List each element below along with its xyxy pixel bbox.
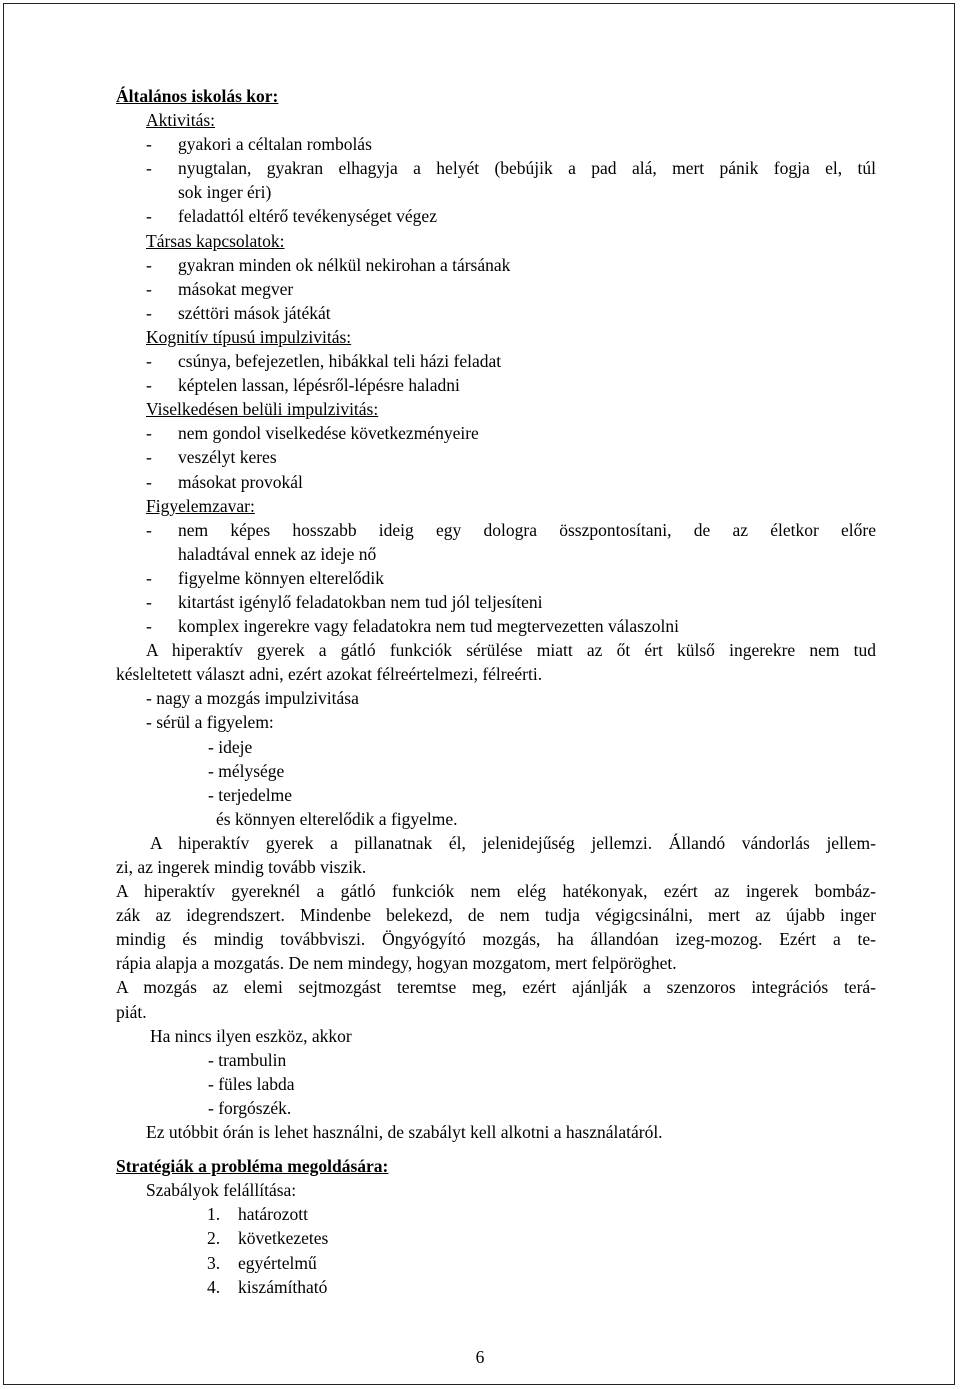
section-title: Általános iskolás kor: [116,86,279,106]
paragraph-line: A hiperaktív gyerek a gátló funkciók sérülése miatt az őt ért külső ingerekre nem tud [146,640,876,661]
paragraph-line: zi, az ingerek mindig tovább viszik. [116,857,367,877]
heading-figyelemzavar: Figyelemzavar: [146,495,255,516]
list-item: - csúnya, befejezetlen, hibákkal teli házi feladat [146,351,502,372]
sub-list-item: - terjedelme [208,784,293,805]
list-item: - nyugtalan, gyakran elhagyja a helyét (bebújik a pad alá, mert pánik fogja el, túl [146,158,876,179]
sub-list-item: - mélysége [208,760,285,781]
numbered-item: 1. határozott [207,1204,308,1225]
sub-list-item: - trambulin [208,1049,287,1070]
heading-kognitiv: Kognitív típusú impulzivitás: [146,326,352,347]
heading-tarsas: Társas kapcsolatok: [146,230,285,251]
heading-viselkedes: Viselkedésen belüli impulzivitás: [146,399,379,420]
section-title: Stratégiák a probléma megoldására: [116,1156,389,1177]
list-item: - nem képes hosszabb ideig egy dologra összpontosítani, de az életkor előre [146,519,876,540]
paragraph-line: A mozgás az elemi sejtmozgást teremtse meg, ezért ajánlják a szenzoros integrációs terá- [116,977,876,998]
paragraph-line: késleltetett választ adni, ezért azokat félreértelmezi, félreérti. [116,664,543,685]
numbered-item: 2. következetes [207,1228,329,1249]
list-item: - figyelme könnyen elterelődik [146,567,385,588]
heading-aktivitas: Aktivitás: [146,110,216,131]
list-item: - gyakran minden ok nélkül nekirohan a társának [146,254,511,275]
list-item: - komplex ingerekre vagy feladatokra nem tud megtervezetten válaszolni [146,616,679,637]
list-item-continuation: sok inger éri) [178,182,272,203]
list-item: - nem gondol viselkedése következményeire [146,423,479,444]
page-number: 6 [475,1347,485,1367]
paragraph-line: A hiperaktív gyerek a pillanatnak él, jelenidejűség jellemzi. Állandó vándorlás jellem- [150,832,876,853]
list-item: - széttöri mások játékát [146,302,331,323]
list-item: - másokat provokál [146,471,303,492]
list-item: - másokat megver [146,278,294,299]
paragraph-line: rápia alapja a mozgatás. De nem mindegy, hogyan mozgatom, mert felpöröghet. [116,953,677,974]
paragraph-line: - nagy a mozgás impulzivitása [146,688,359,709]
numbered-item: 4. kiszámítható [207,1276,328,1297]
list-item: - feladattól eltérő tevékenységet végez [146,206,437,227]
paragraph-line: és könnyen elterelődik a figyelme. [216,808,458,829]
paragraph-line: Ha nincs ilyen eszköz, akkor [150,1025,352,1046]
paragraph-line: mindig és mindig továbbviszi. Öngyógyító mozgás, ha állandóan izeg-mozog. Ezért a te- [116,929,876,950]
paragraph-line: - sérül a figyelem: [146,712,274,733]
list-item: - gyakori a céltalan rombolás [146,134,372,155]
sub-list-item: - ideje [208,736,253,757]
sub-list-item: - füles labda [208,1073,295,1094]
sub-list-item: - forgószék. [208,1097,292,1118]
paragraph-line: A hiperaktív gyereknél a gátló funkciók nem elég hatékonyak, ezért az ingerek bombáz- [116,881,876,902]
paragraph-line: Ez utóbbit órán is lehet használni, de szabályt kell alkotni a használatáról. [146,1122,663,1143]
paragraph-line: zák az idegrendszert. Mindenbe belekezd, de nem tudja végigcsinálni, mert az újabb inger [116,905,876,926]
list-item: - veszélyt keres [146,447,277,468]
document-page [116,84,876,1299]
list-item: - képtelen lassan, lépésről-lépésre haladni [146,375,460,396]
paragraph-line: piát. [116,1001,147,1022]
list-item-continuation: haladtával ennek az ideje nő [178,543,377,564]
list-item: - kitartást igénylő feladatokban nem tud jól teljesíteni [146,591,543,612]
subheading: Szabályok felállítása: [146,1180,297,1201]
numbered-item: 3. egyértelmű [207,1252,317,1273]
